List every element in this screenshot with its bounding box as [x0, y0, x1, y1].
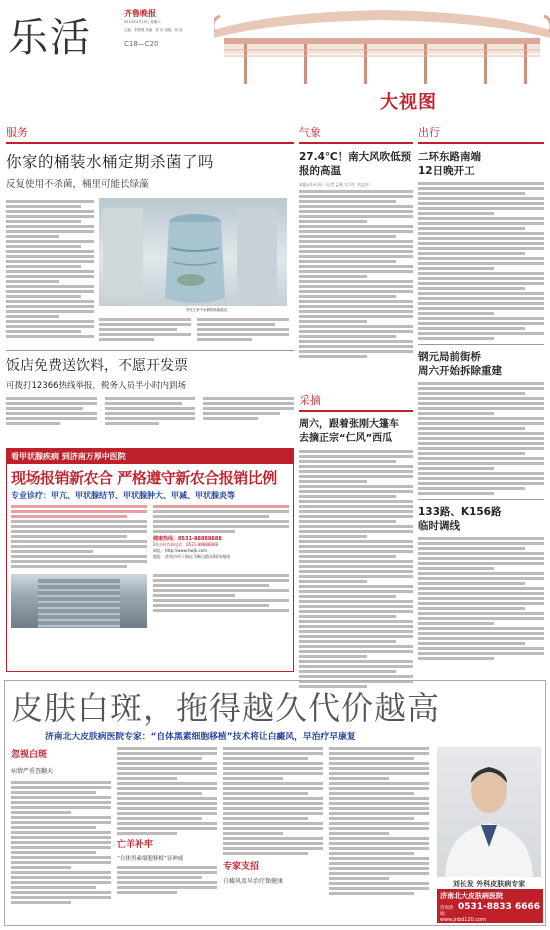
- picking-section: [299, 392, 413, 690]
- section-label-weather: 气象: [299, 126, 321, 139]
- service-section: [6, 124, 294, 190]
- skin-col3-head: 专家支招: [223, 862, 260, 872]
- weather-section: [299, 124, 413, 360]
- hotline-label: 咨询热线：: [440, 906, 454, 917]
- hospital-building-photo: [11, 574, 147, 628]
- ad-rural-site[interactable]: 网址：http://www.hwjk.com: [153, 548, 208, 553]
- section-label-service: 服务: [6, 126, 28, 139]
- ad-rural-header: 看甲状腺疾病 到济南万厚中医院: [7, 449, 293, 464]
- picking-headline-2: 去摘正宗“仁风”西瓜: [299, 433, 393, 444]
- travel-section: [418, 124, 544, 662]
- bucket-article-text-2: [99, 318, 289, 346]
- travel-headline-3: 钢元局前街桥: [418, 351, 481, 363]
- weather-byline: 本报4月9日讯（记者 孟燕 实习生 刘文杰）: [299, 182, 372, 187]
- pavilion-illustration: [214, 0, 550, 100]
- hospital-banner: [437, 889, 543, 923]
- travel-headline-2: 12日晚开工: [418, 165, 475, 177]
- ad-rural-subtitle: 专业诊疗：甲亢、甲状腺结节、甲状腺肿大、甲减、甲状腺炎等: [11, 491, 235, 500]
- masthead-editor: 主编：李建强 美编：张 东 组版：孙 茹: [124, 28, 183, 32]
- meal-headline: 饭店免费送饮料，不愿开发票: [6, 358, 188, 374]
- rural-medical-ad: [6, 448, 294, 672]
- travel-headline-6: 临时调线: [418, 520, 460, 532]
- skin-col2-head: 亡羊补牢: [117, 840, 154, 850]
- ad-rural-title: 现场报销新农合 严格遵守新农合报销比例: [11, 469, 277, 487]
- meal-subhead: 可拨打12366热线举报，税务人员半小时内到场: [6, 381, 187, 391]
- skin-ad-subtitle: 济南北大皮肤病医院专家：“自体黑素细胞移植”技术将让白癜风，早治疗早康复: [45, 732, 356, 742]
- hospital-name: 济南北大皮肤病医院: [440, 892, 503, 900]
- water-bucket-photo: [99, 198, 287, 306]
- ad-rural-address: 地址：济南市经十路近马鞍山路东50米路南: [153, 554, 231, 559]
- skin-col2-sub: “自体黑素细胞移植”显神威: [117, 856, 184, 862]
- ad-rural-phone: 健康热线：0531-88888888: [153, 536, 222, 542]
- masthead-date: 2010年4月10日 星期六: [124, 20, 161, 24]
- bucket-article-text: [6, 200, 94, 342]
- masthead-pages: C18—C20: [124, 40, 159, 48]
- skin-col1-sub: 病情严重查翻天: [11, 768, 54, 775]
- travel-headline-5: 133路、K156路: [418, 506, 502, 518]
- bucket-photo-caption: 李先生家中水桶的绿藻痕迹。: [186, 308, 231, 312]
- column-logo: 大视图: [380, 92, 437, 113]
- bucket-headline: 你家的桶装水桶定期杀菌了吗: [6, 153, 215, 171]
- doctor-photo: [437, 747, 541, 877]
- skin-col1-head: 忽视白斑: [11, 750, 48, 760]
- masthead: [0, 0, 550, 120]
- travel-headline-1: 二环东路南端: [418, 151, 481, 163]
- masthead-paper: 齐鲁晚报: [124, 9, 156, 18]
- hotline-number[interactable]: 0531-8833 6666: [457, 902, 540, 912]
- section-label-travel: 出行: [418, 126, 440, 139]
- ad-rural-phone2: 24小时咨询电话：0531-88888888: [153, 542, 219, 547]
- section-title: 乐活: [8, 15, 92, 61]
- hospital-url[interactable]: www.jnbd120.com: [440, 917, 487, 923]
- skin-col3-sub: 白癜风及早治疗保健康: [223, 878, 284, 885]
- picking-headline: 周六，跟着张刚大篷车: [299, 419, 399, 430]
- bucket-subhead: 反复使用不杀菌，桶里可能长绿藻: [6, 179, 149, 190]
- weather-headline: 27.4℃！南大风吹低预报的高温: [299, 151, 412, 177]
- doctor-name: 刘长发 外科皮肤病专家: [452, 880, 526, 888]
- meal-invoice-article: [6, 355, 294, 427]
- travel-headline-4: 周六开始拆除重建: [418, 365, 502, 377]
- skin-clinic-ad: [4, 680, 546, 926]
- skin-ad-title: 皮肤白斑，拖得越久代价越高: [11, 689, 441, 727]
- section-label-picking: 采摘: [299, 394, 321, 407]
